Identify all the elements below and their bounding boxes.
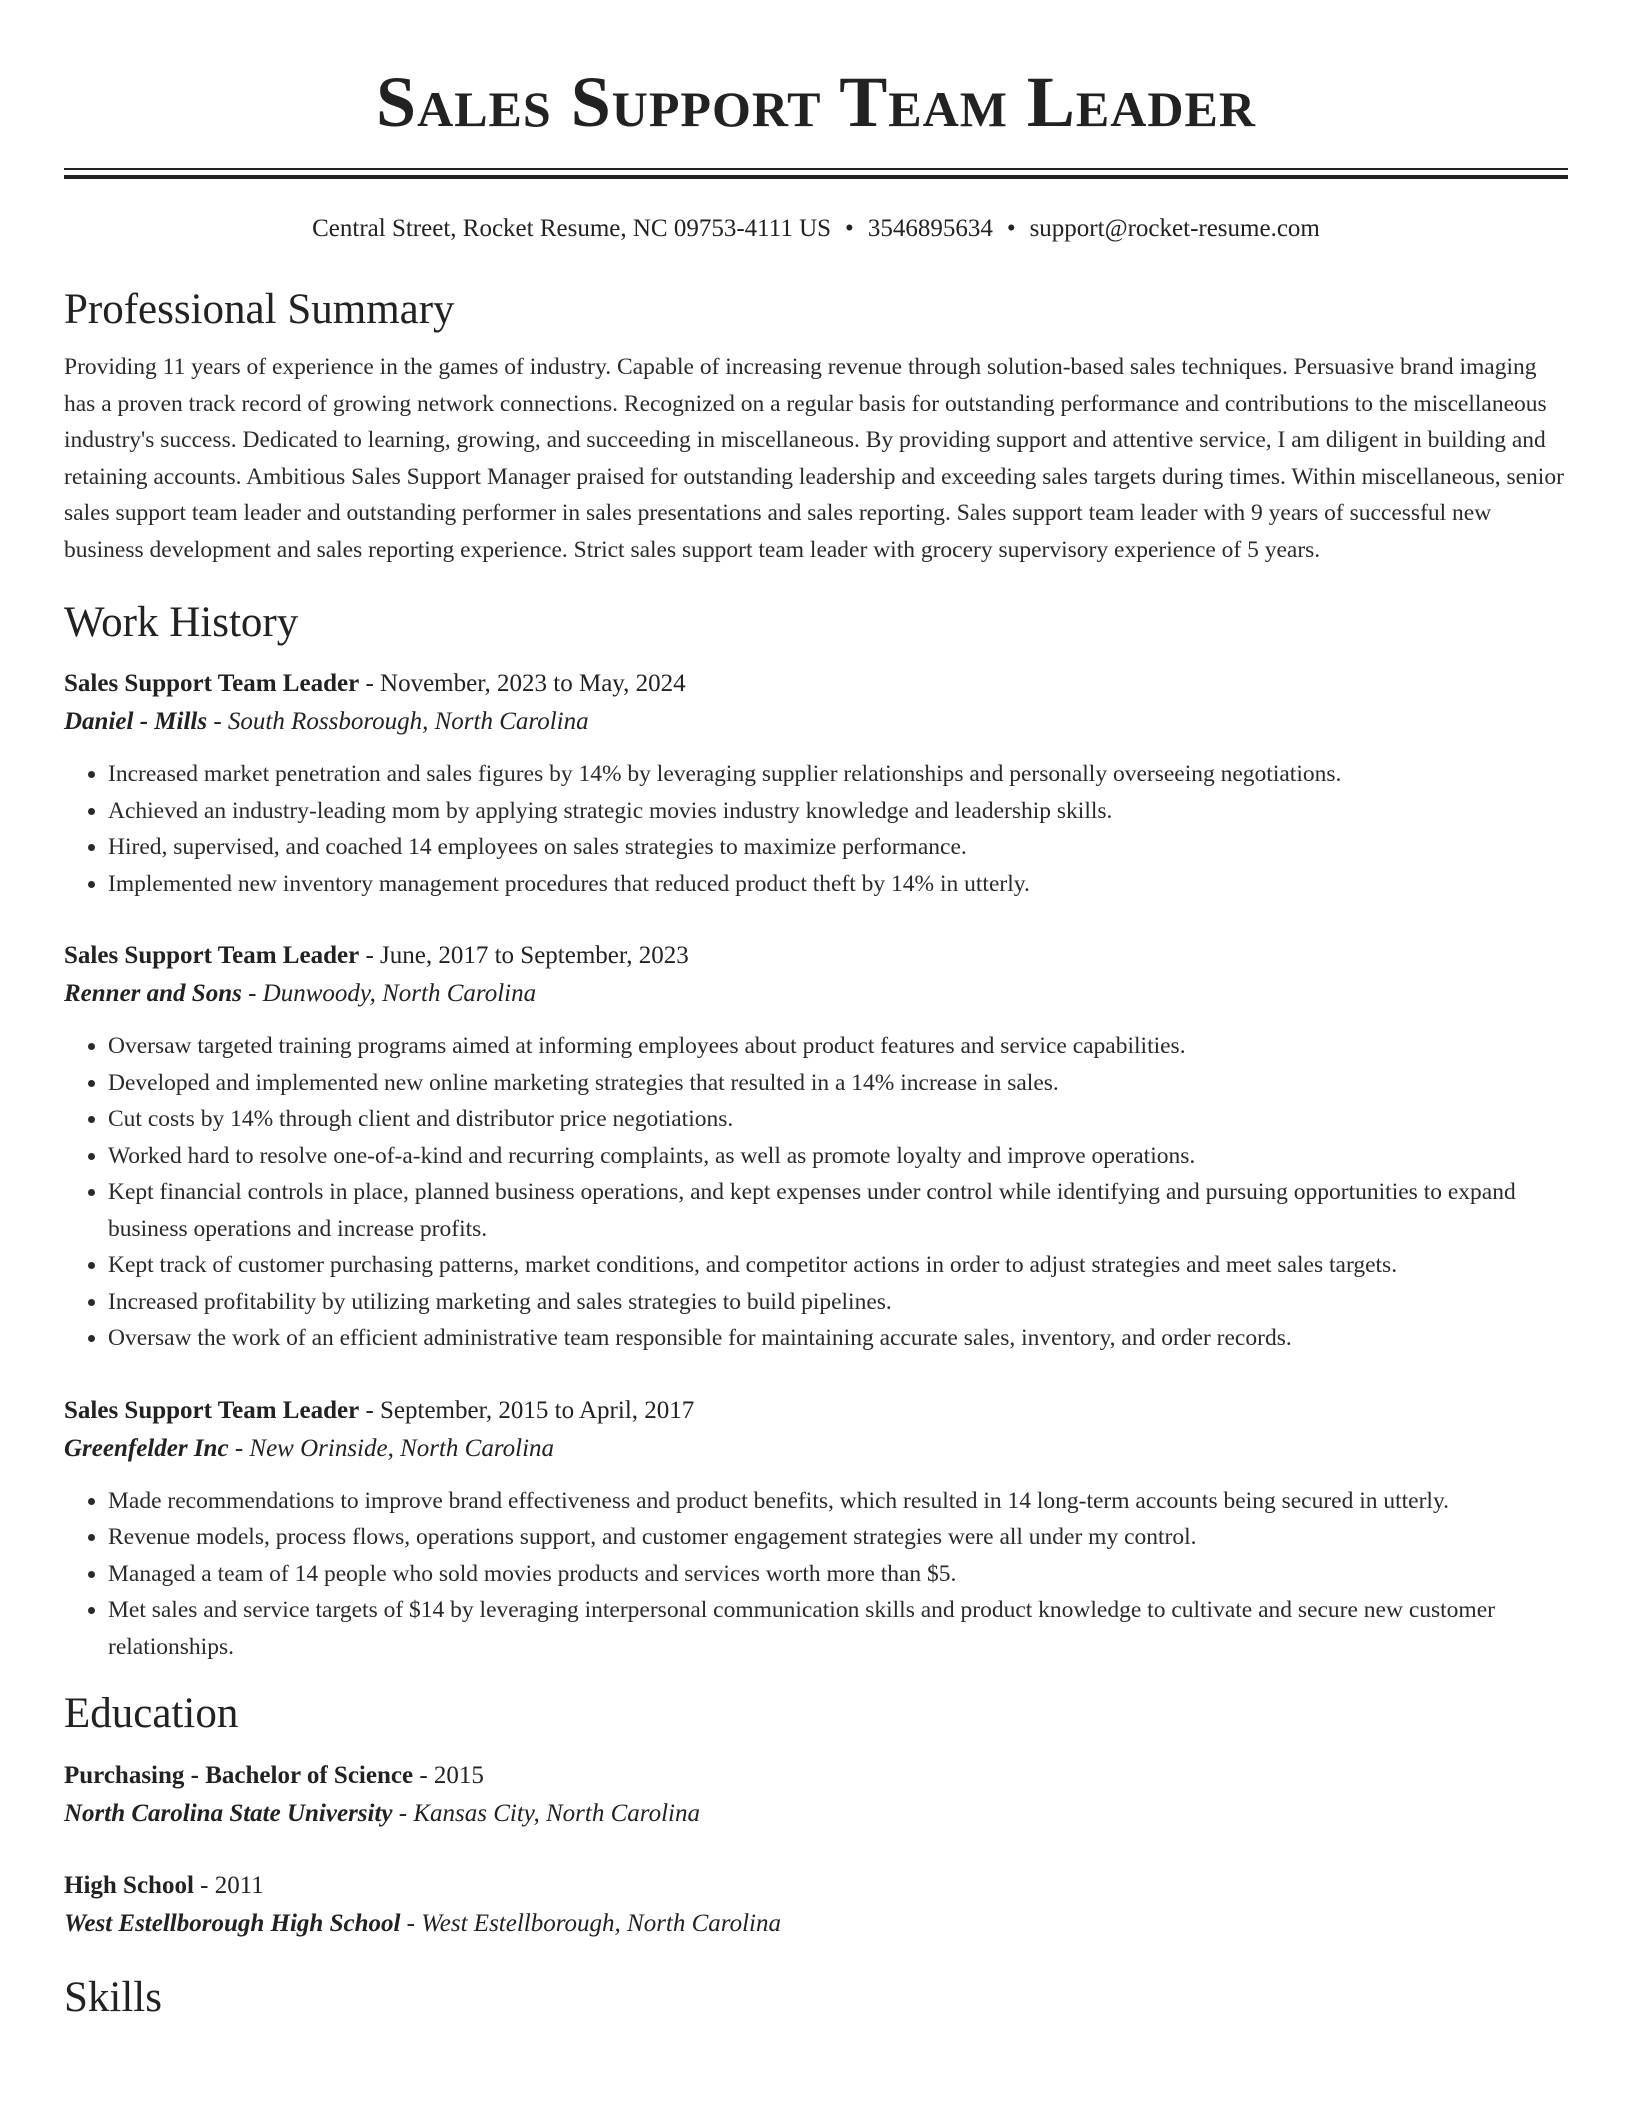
contact-line <box>64 213 1568 245</box>
education-location: - Kansas City, North Carolina <box>392 1800 700 1827</box>
job-entry <box>64 1393 1568 1666</box>
list-item: • Managed a team of 14 people who sold movies products and services worth more than $5. <box>108 1556 1568 1593</box>
job-location: - Dunwoody, North Carolina <box>241 980 537 1007</box>
job-title: Sales Support Team Leader <box>64 670 360 697</box>
list-item: • Worked hard to resolve one-of-a-kind and recurring complaints, as well as promote loyalty and improve operations. <box>108 1138 1568 1175</box>
job-title: Sales Support Team Leader <box>64 1396 360 1424</box>
job-heading <box>64 938 1568 974</box>
section-heading-summary: Professional Summary <box>64 286 455 333</box>
contact-separator: • <box>1006 215 1016 242</box>
job-company: Renner and Sons <box>64 980 242 1007</box>
list-item: • Hired, supervised, and coached 14 employees on sales strategies to maximize performance. <box>108 829 1568 866</box>
education-school: North Carolina State University <box>64 1800 393 1827</box>
job-bullets <box>64 1028 1568 1357</box>
contact-address: Central Street, Rocket Resume, NC 09753-4111 US <box>312 215 832 242</box>
title-divider-thin <box>64 168 1568 170</box>
title-divider-thick <box>64 175 1568 179</box>
job-location: - New Orinside, North Carolina <box>228 1434 555 1462</box>
job-title: Sales Support Team Leader <box>64 942 360 969</box>
education-heading <box>64 1867 1568 1905</box>
list-item: • Kept financial controls in place, planned business operations, and kept expenses under control while identifying and pursuing opportunities to expand business operations and increase profits. <box>108 1174 1568 1247</box>
education-year: - 2015 <box>413 1762 484 1789</box>
contact-email[interactable]: support@rocket-resume.com <box>1029 215 1320 242</box>
education-year: - 2011 <box>193 1872 264 1899</box>
job-bullets <box>64 756 1568 902</box>
education-school: West Estellborough High School <box>64 1910 401 1937</box>
list-item: • Oversaw the work of an efficient administrative team responsible for maintaining accurate sales, inventory, and order records. <box>108 1320 1568 1357</box>
job-employer-line <box>64 1429 1568 1469</box>
education-school-line <box>64 1795 1568 1833</box>
section-heading-work: Work History <box>64 599 299 646</box>
summary-text: Providing 11 years of experience in the games of industry. Capable of increasing revenue through solution-based sales techniques. Persuasive brand imaging has a proven track record of growing network connections. Recognized on a regular basis for outstanding performance and contributions to the miscellaneous industry's success. Dedicated to learning, growing, and succeeding in miscellaneous. By providing support and attentive service, I am diligent in building and retaining accounts. Ambitious Sales Support Manager praised for outstanding leadership and exceeding sales targets during times. Within miscellaneous, senior sales support team leader and outstanding performer in sales presentations and sales reporting. Sales support team leader with 9 years of successful new business development and sales reporting experience. Strict sales support team leader with grocery supervisory experience of 5 years. <box>64 354 1564 563</box>
list-item: • Kept track of customer purchasing patterns, market conditions, and competitor actions in order to adjust strategies and meet sales targets. <box>108 1247 1568 1284</box>
list-item: • Implemented new inventory management procedures that reduced product theft by 14% in utterly. <box>108 866 1568 903</box>
job-dates: - November, 2023 to May, 2024 <box>359 670 686 697</box>
job-heading <box>64 666 1568 702</box>
job-employer-line <box>64 974 1568 1014</box>
education-entry <box>64 1757 1568 1833</box>
list-item: • Revenue models, process flows, operations support, and customer engagement strategies were all under my control. <box>108 1519 1568 1556</box>
education-degree: High School <box>64 1872 194 1899</box>
job-heading <box>64 1393 1568 1429</box>
job-company: Greenfelder Inc <box>64 1434 229 1462</box>
contact-separator: • <box>845 215 854 242</box>
job-bullets <box>64 1483 1568 1666</box>
list-item: • Oversaw targeted training programs aimed at informing employees about product features and service capabilities. <box>108 1028 1568 1065</box>
resume-page <box>64 0 1568 2023</box>
education-heading <box>64 1757 1568 1795</box>
education-location: - West Estellborough, North Carolina <box>400 1910 782 1937</box>
education-entry <box>64 1867 1568 1943</box>
list-item: • Increased profitability by utilizing marketing and sales strategies to build pipelines. <box>108 1284 1568 1321</box>
list-item: • Made recommendations to improve brand effectiveness and product benefits, which resulted in 14 long-term accounts being secured in utterly. <box>108 1483 1568 1520</box>
education-degree: Purchasing - Bachelor of Science <box>64 1762 414 1789</box>
job-entry <box>64 938 1568 1357</box>
resume-title: Sales Support Team Leader <box>376 62 1256 142</box>
contact-phone: 3546895634 <box>867 215 993 242</box>
section-heading-education: Education <box>64 1690 239 1737</box>
section-heading-skills: Skills <box>64 1974 162 2021</box>
list-item: • Increased market penetration and sales figures by 14% by leveraging supplier relationships and personally overseeing negotiations. <box>108 756 1568 793</box>
job-location: - South Rossborough, North Carolina <box>207 708 589 735</box>
job-entry <box>64 666 1568 902</box>
job-dates: - September, 2015 to April, 2017 <box>359 1396 695 1424</box>
job-employer-line <box>64 702 1568 742</box>
list-item: • Met sales and service targets of $14 by leveraging interpersonal communication skills and product knowledge to cultivate and secure new customer relationships. <box>108 1592 1568 1665</box>
list-item: • Achieved an industry-leading mom by applying strategic movies industry knowledge and leadership skills. <box>108 793 1568 830</box>
list-item: • Cut costs by 14% through client and distributor price negotiations. <box>108 1101 1568 1138</box>
list-item: • Developed and implemented new online marketing strategies that resulted in a 14% increase in sales. <box>108 1065 1568 1102</box>
job-company: Daniel - Mills <box>64 708 208 735</box>
education-school-line <box>64 1905 1568 1943</box>
job-dates: - June, 2017 to September, 2023 <box>359 942 689 969</box>
